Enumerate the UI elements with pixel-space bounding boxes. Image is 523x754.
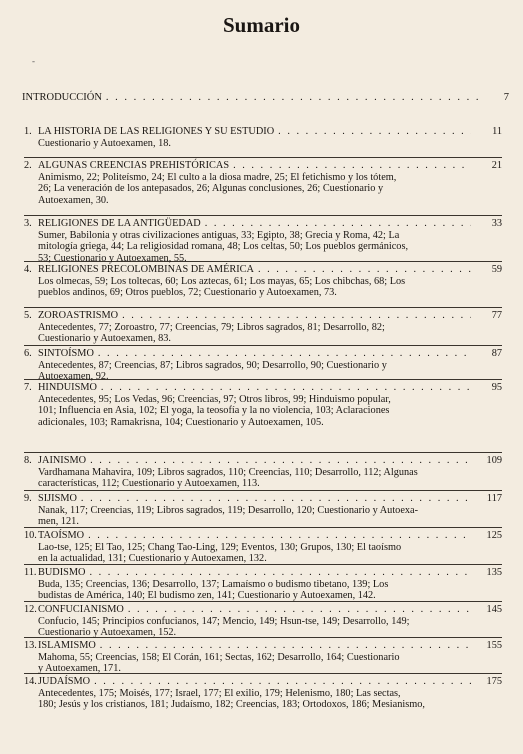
chapter-subtopics-line: 26; La veneración de los antepasados, 26; Algunas conclusiones, 26; Cuestionario y (38, 183, 384, 195)
chapter-leader-dots (258, 264, 471, 276)
chapter-leader-dots (94, 676, 471, 688)
chapter-page-number: 155 (486, 640, 502, 651)
chapter-title: TAOÍSMO (38, 530, 85, 541)
chapter-divider (24, 157, 502, 158)
chapter-subtopics-line: Vardhamana Mahavira, 109; Libros sagrados, 110; Creencias, 110; Desarrollo, 112; Algunas (38, 466, 418, 478)
chapter-heading (24, 676, 475, 688)
chapter-heading (24, 530, 475, 542)
intro-page: 7 (503, 92, 509, 103)
chapter-subtopics-line: características, 112; Cuestionario y Autoexamen, 113. (38, 478, 260, 490)
chapter-subtopics-line: men, 121. (38, 516, 79, 528)
chapter-number: 1. (24, 126, 32, 137)
intro-label: INTRODUCCIÓN (22, 92, 102, 103)
chapter-leader-dots (205, 218, 471, 230)
chapter-entry (24, 126, 475, 149)
chapter-subtopics-line: 53; Cuestionario y Autoexamen, 55. (38, 252, 187, 264)
chapter-subtopics-line: Cuestionario y Autoexamen, 18. (38, 137, 171, 149)
chapter-leader-dots (278, 126, 471, 138)
intro-leader-dots (106, 92, 481, 103)
chapter-title: ZOROASTRISMO (38, 310, 119, 321)
chapter-heading (24, 126, 475, 138)
chapter-subtopics-line: Mahoma, 55; Creencias, 158; El Corán, 161; Sectas, 162; Desarrollo, 164; Cuestionario (38, 651, 400, 663)
chapter-subtopics-line: Nanak, 117; Creencias, 119; Libros sagrados, 119; Desarrollo, 120; Cuestionario y Autoexa- (38, 504, 419, 516)
chapter-number: 2. (24, 160, 32, 171)
chapter-leader-dots (98, 348, 471, 360)
chapter-page-number: 87 (491, 348, 502, 359)
chapter-heading (24, 640, 475, 652)
chapter-page-number: 59 (491, 264, 502, 275)
chapter-number: 9. (24, 493, 32, 504)
chapter-divider (24, 490, 502, 491)
chapter-page-number: 109 (486, 455, 502, 466)
chapter-leader-dots (233, 160, 471, 172)
chapter-entry (24, 218, 475, 264)
chapter-leader-dots (122, 310, 471, 322)
chapter-subtopics-line: Autoexamen, 92. (38, 371, 109, 383)
chapter-page-number: 11 (492, 126, 502, 137)
chapter-leader-dots (90, 567, 472, 579)
chapter-entry (24, 382, 475, 428)
page-title: Sumario (222, 13, 300, 37)
chapter-heading (24, 455, 475, 467)
chapter-divider (24, 345, 502, 346)
chapter-title: ALGUNAS CREENCIAS PREHISTÓRICAS (38, 160, 230, 171)
chapter-title: SINTOÍSMO (38, 348, 94, 359)
chapter-title: LA HISTORIA DE LAS RELIGIONES Y SU ESTUDIO (38, 126, 275, 137)
toc-intro (22, 92, 509, 103)
chapter-subtopics-line: Antecedentes, 77; Zoroastro, 77; Creencias, 79; Libros sagrados, 81; Desarrollo, 82; (38, 321, 385, 333)
chapter-heading (24, 264, 475, 276)
chapter-number: 10. (24, 530, 37, 541)
stray-mark: ‐ (32, 56, 35, 66)
chapter-subtopics-line: Buda, 135; Creencias, 136; Desarrollo, 137; Lamaísmo o budismo tibetano, 139; Los (38, 578, 389, 590)
chapter-number: 4. (24, 264, 32, 275)
chapter-subtopics-line: Cuestionario y Autoexamen, 83. (38, 333, 171, 345)
chapter-subtopics-line: en la actualidad, 131; Cuestionario y Autoexamen, 132. (38, 553, 267, 565)
chapter-number: 6. (24, 348, 32, 359)
chapter-page-number: 117 (486, 493, 502, 504)
chapter-heading (24, 218, 475, 230)
chapter-subtopics-line: mitología griega, 44; La religiosidad romana, 48; Los celtas, 50; Los pueblos germánicos, (38, 241, 409, 253)
chapter-subtopics-line: Lao-tse, 125; El Tao, 125; Chang Tao-Ling, 129; Eventos, 130; Grupos, 130; El taoísmo (38, 541, 402, 553)
chapter-heading (24, 348, 475, 360)
chapter-heading (24, 604, 475, 616)
chapter-page-number: 77 (491, 310, 502, 321)
chapter-leader-dots (101, 382, 471, 394)
chapter-title: RELIGIONES DE LA ANTIGÜEDAD (38, 218, 201, 229)
chapter-entry (24, 604, 475, 639)
chapter-subtopics-line: Antecedentes, 175; Moisés, 177; Israel, 177; El exilio, 179; Helenismo, 180; Las sectas, (38, 687, 401, 699)
chapter-heading (24, 567, 475, 579)
chapter-subtopics-line: budistas de América, 140; El budismo zen, 141; Cuestionario y Autoexamen, 142. (38, 590, 376, 602)
chapter-number: 7. (24, 382, 32, 393)
chapter-entry (24, 455, 475, 490)
chapter-number: 5. (24, 310, 32, 321)
chapter-subtopics-line: 180; Jesús y los cristianos, 181; Judaísmo, 182; Creencias, 183; Ortodoxos, 186; Mesianismo, (38, 699, 425, 711)
chapter-heading (24, 310, 475, 322)
chapter-entry (24, 160, 475, 206)
chapter-title: ISLAMISMO (38, 640, 96, 651)
chapter-page-number: 145 (486, 604, 502, 615)
chapter-title: CONFUCIANISMO (38, 604, 124, 615)
chapter-page-number: 33 (491, 218, 502, 229)
chapter-title: JAINISMO (38, 455, 87, 466)
chapter-page-number: 125 (486, 530, 502, 541)
chapter-entry (24, 264, 475, 299)
chapter-heading (24, 382, 475, 394)
chapter-subtopics-line: Animismo, 22; Politeísmo, 24; El culto a la diosa madre, 25; El fetichismo y los tótem, (38, 171, 397, 183)
chapter-heading (24, 493, 475, 505)
chapter-entry (24, 530, 475, 565)
chapter-divider (24, 307, 502, 308)
chapter-entry (24, 310, 475, 345)
chapter-number: 12. (24, 604, 37, 615)
chapter-leader-dots (88, 530, 471, 542)
chapter-page-number: 135 (486, 567, 502, 578)
chapter-title: HINDUISMO (38, 382, 97, 393)
chapter-page-number: 95 (491, 382, 502, 393)
chapter-subtopics-line: Cuestionario y Autoexamen, 152. (38, 627, 177, 639)
chapter-subtopics-line: Antecedentes, 87; Creencias, 87; Libros sagrados, 90; Desarrollo, 90; Cuestionario y (38, 359, 387, 371)
chapter-entry (24, 676, 475, 711)
chapter-subtopics-line: Antecedentes, 95; Los Vedas, 96; Creencias, 97; Otros libros, 99; Hinduismo popular, (38, 393, 391, 405)
chapter-page-number: 175 (486, 676, 502, 687)
chapter-number: 14. (24, 676, 37, 687)
chapter-divider (24, 452, 502, 453)
chapter-subtopics-line: Los olmecas, 59; Los toltecas, 60; Los aztecas, 61; Los mayas, 65; Los chibchas, 68; Los (38, 275, 406, 287)
chapter-subtopics-line: y Autoexamen, 171. (38, 663, 121, 675)
chapter-title: RELIGIONES PRECOLOMBINAS DE AMÉRICA (38, 264, 254, 275)
chapter-number: 13. (24, 640, 37, 651)
chapter-page-number: 21 (491, 160, 502, 171)
chapter-leader-dots (128, 604, 471, 616)
chapter-subtopics-line: 101; Influencia en Asia, 102; El yoga, la teosofía y la no violencia, 103; Aclaraciones (38, 405, 390, 417)
chapter-title: SIJISMO (38, 493, 77, 504)
chapter-heading (24, 160, 475, 172)
chapter-entry (24, 640, 475, 675)
chapter-number: 11. (24, 567, 37, 578)
chapter-subtopics-line: pueblos andinos, 69; Otros pueblos, 72; Cuestionario y Autoexamen, 73. (38, 287, 337, 299)
chapter-subtopics-line: adicionales, 103; Ramakrisna, 104; Cuestionario y Autoexamen, 105. (38, 416, 324, 428)
chapter-leader-dots (100, 640, 471, 652)
chapter-leader-dots (81, 493, 471, 505)
chapter-subtopics-line: Sumer, Babilonia y otras civilizaciones antiguas, 33; Egipto, 38; Grecia y Roma, 42; La (38, 229, 400, 241)
chapter-subtopics-line: Confucio, 145; Principios confucianos, 147; Mencio, 149; Hsun-tse, 149; Desarrollo, 149; (38, 615, 410, 627)
chapter-divider (24, 215, 502, 216)
chapter-entry (24, 348, 475, 383)
chapter-entry (24, 567, 475, 602)
chapter-entry (24, 493, 475, 528)
chapter-leader-dots (90, 455, 471, 467)
chapter-number: 8. (24, 455, 32, 466)
chapter-title: BUDISMO (38, 567, 86, 578)
chapter-number: 3. (24, 218, 32, 229)
chapter-subtopics-line: Autoexamen, 30. (38, 194, 109, 206)
chapter-title: JUDAÍSMO (38, 676, 91, 687)
